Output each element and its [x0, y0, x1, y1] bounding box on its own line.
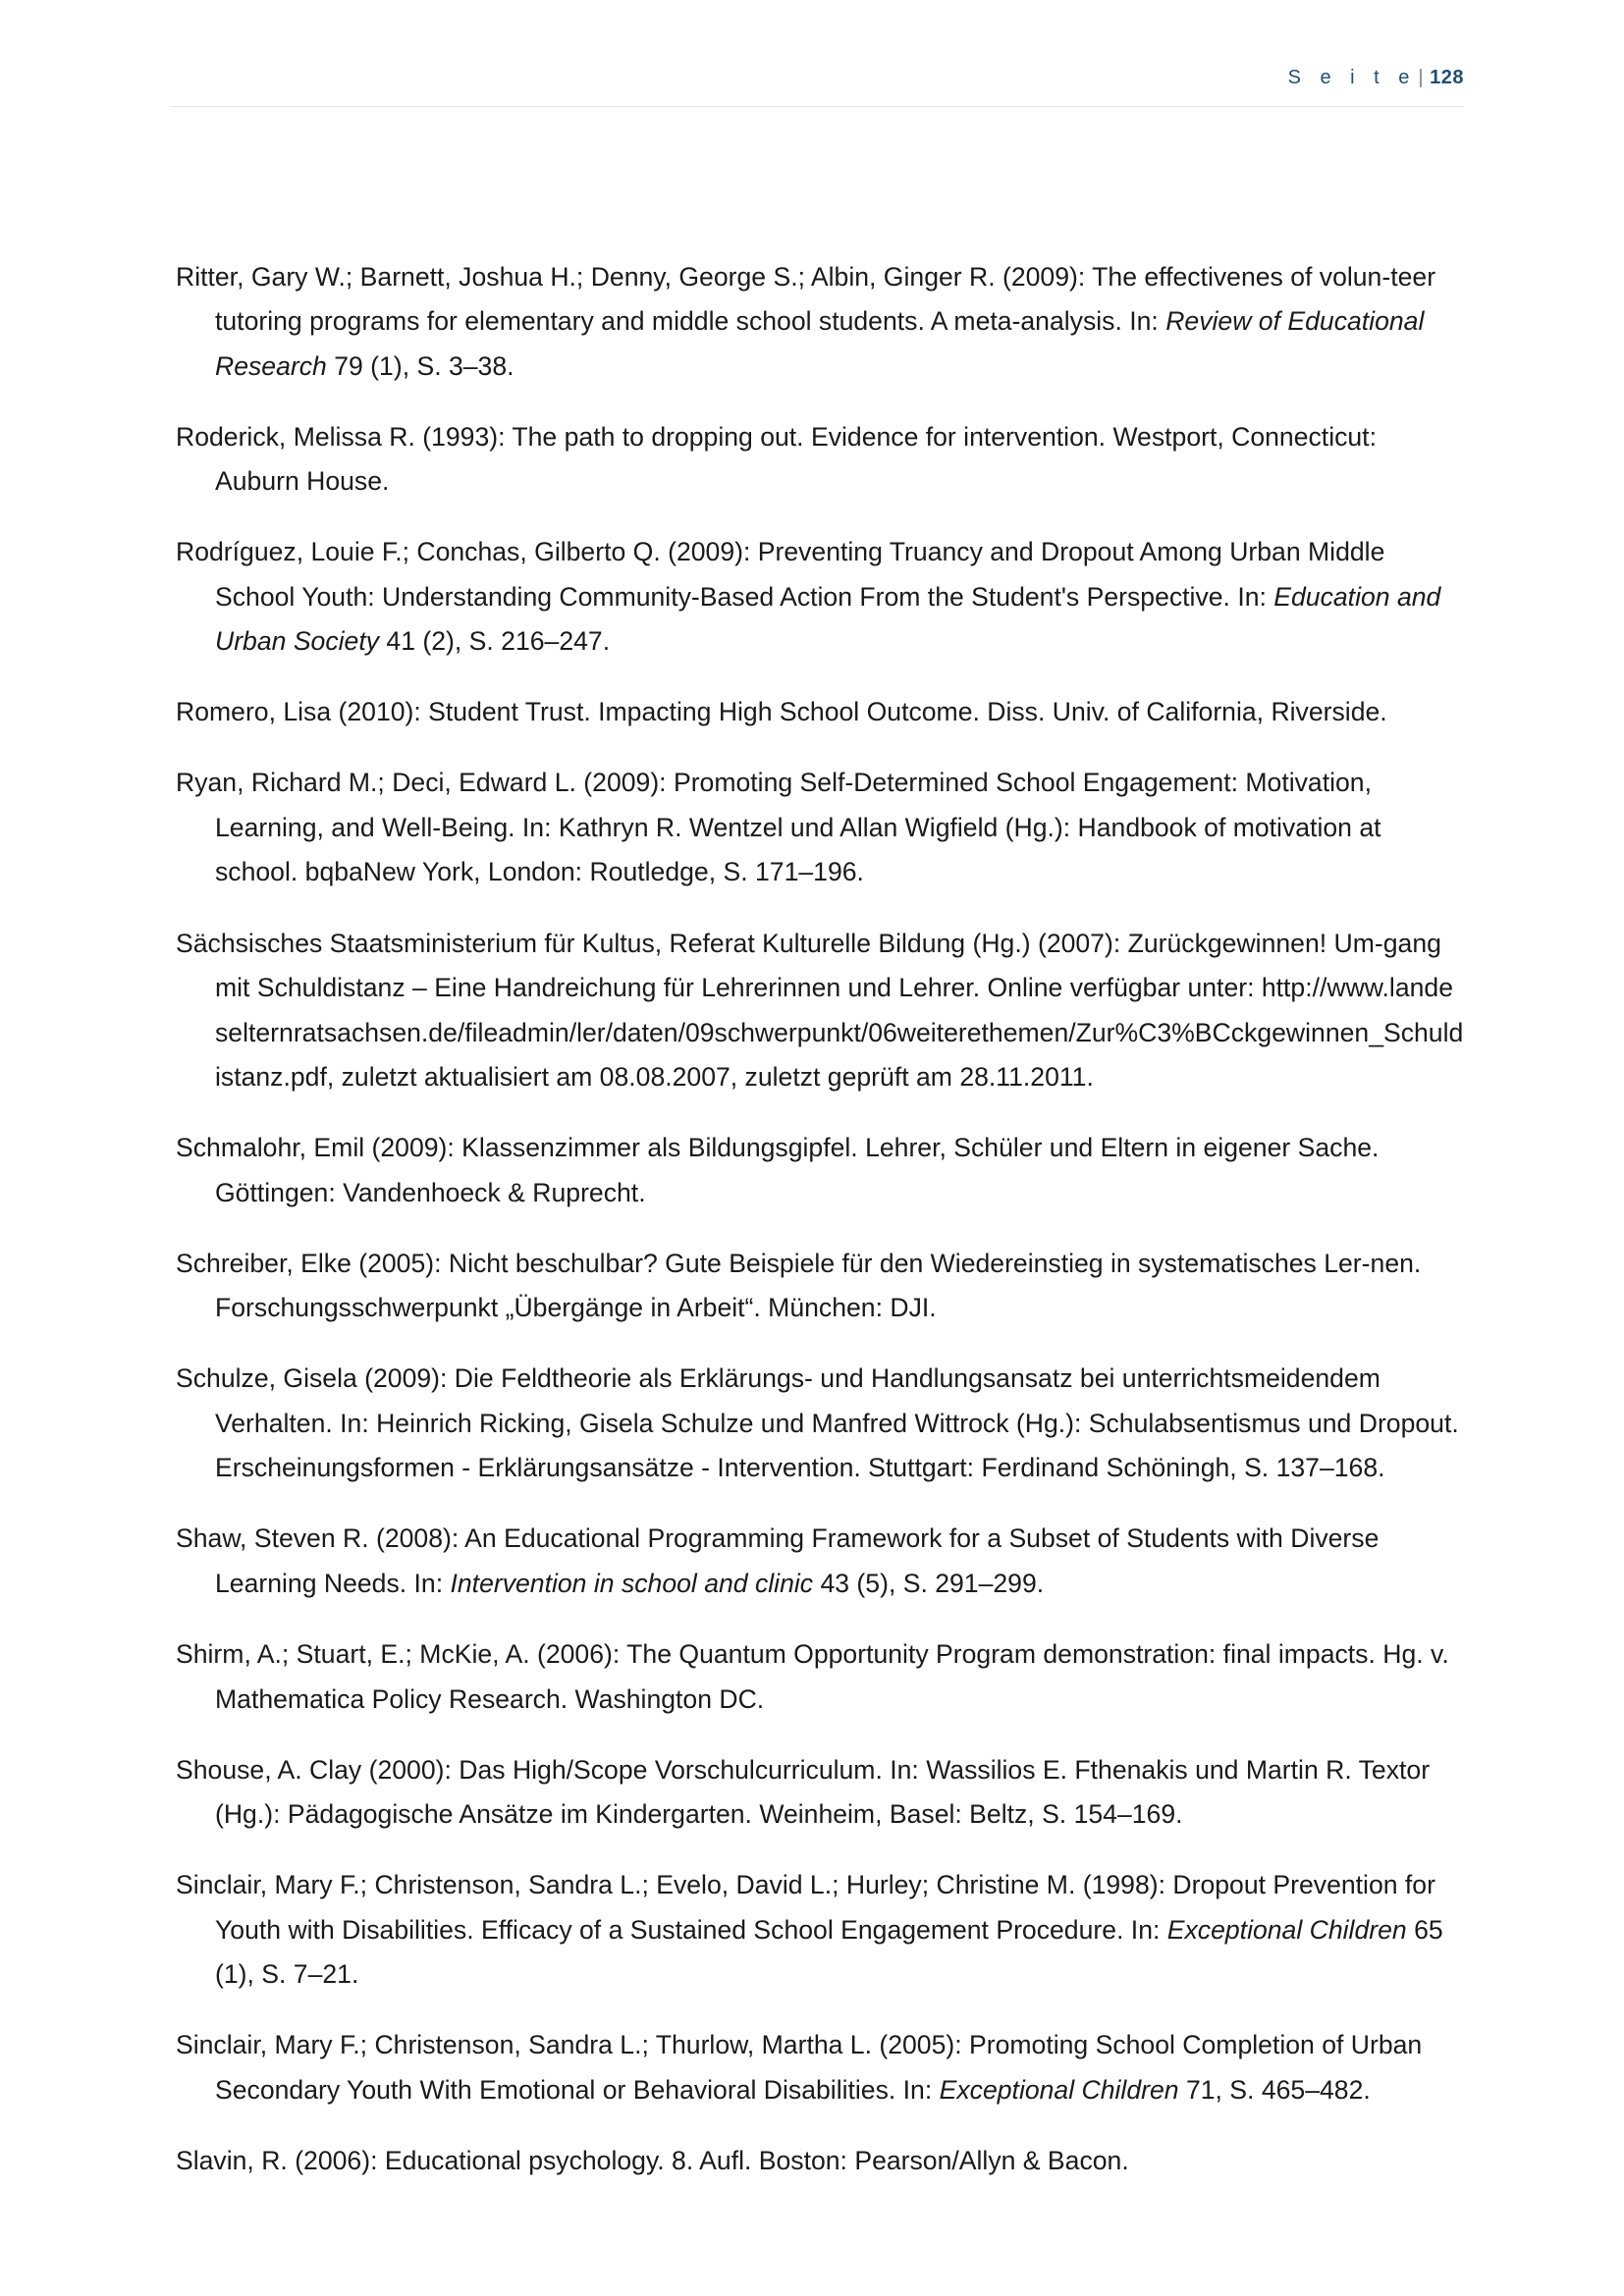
- reference-entry: Roderick, Melissa R. (1993): The path to dropping out. Evidence for intervention. Westport, Connecticut: Auburn House.: [176, 421, 1377, 497]
- page-separator: |: [1418, 67, 1425, 88]
- reference-entry: Schreiber, Elke (2005): Nicht beschulbar? Gute Beispiele für den Wiedereinstieg in systematisches Ler-nen. Forschungsschwerpunkt „Übergänge in Arbeit“. München: DJI.: [176, 1248, 1422, 1323]
- reference-entry: Shirm, A.; Stuart, E.; McKie, A. (2006): The Quantum Opportunity Program demonstration: final impacts. Hg. v. Mathematica Policy Research. Washington DC.: [176, 1639, 1449, 1714]
- reference-entry: Sinclair, Mary F.; Christenson, Sandra L.; Evelo, David L.; Hurley; Christine M. (1998): Dropout Prevention for Youth with Disabilities. Efficacy of a Sustained School Engagement Procedure. In: Exceptional Children 65 (1), S. 7–21.: [176, 1870, 1443, 1990]
- reference-entry: Schmalohr, Emil (2009): Klassenzimmer als Bildungsgipfel. Lehrer, Schüler und Eltern in eigener Sache. Göttingen: Vandenhoeck & Ruprecht.: [176, 1133, 1380, 1207]
- page-number: 128: [1430, 67, 1464, 88]
- reference-entry: Ritter, Gary W.; Barnett, Joshua H.; Denny, George S.; Albin, Ginger R. (2009): The effectivenes of volun-teer tutoring programs for elementary and middle school students. A meta-analysis. In: Review of Educational Research 79 (1), S. 3–38.: [176, 261, 1436, 381]
- reference-entry: Schulze, Gisela (2009): Die Feldtheorie als Erklärungs- und Handlungsansatz bei unterrichtsmeidendem Verhalten. In: Heinrich Ricking, Gisela Schulze und Manfred Wittrock (Hg.): Schulabsentismus und Dropout. Erscheinungsformen - Erklärungsansätze - Intervention. Stuttgart: Ferdinand Schöningh, S. 137–168.: [176, 1363, 1459, 1483]
- page-label: [1288, 67, 1464, 89]
- reference-entry: Shouse, A. Clay (2000): Das High/Scope Vorschulcurriculum. In: Wassilios E. Fthenakis und Martin R. Textor (Hg.): Pädagogische Ansätze im Kindergarten. Weinheim, Basel: Beltz, S. 154–169.: [176, 1754, 1431, 1830]
- reference-entry: Ryan, Richard M.; Deci, Edward L. (2009): Promoting Self-Determined School Engagement: Motivation, Learning, and Well-Being. In: Kathryn R. Wentzel und Allan Wigfield (Hg.): Handbook of motivation at school. bqbaNew York, London: Routledge, S. 171–196.: [176, 768, 1381, 887]
- seite-label: S e i t e: [1287, 67, 1417, 88]
- reference-list: [176, 229, 1466, 2191]
- reference-entry: Sächsisches Staatsministerium für Kultus, Referat Kulturelle Bildung (Hg.) (2007): Zurückgewinnen! Um-gang mit Schuldistanz – Eine Handreichung für Lehrerinnen und Lehrer. Online verfügbar unter: http://www.landeselternratsachsen.de/fileadmin/ler/daten/09schwerpunkt/06weiterethemen/Zur%C3%BCckgewinnen_Schuldistanz.pdf, zuletzt aktualisiert am 08.08.2007, zuletzt geprüft am 28.11.2011.: [176, 928, 1464, 1093]
- reference-entry: Slavin, R. (2006): Educational psychology. 8. Aufl. Boston: Pearson/Allyn & Bacon.: [176, 2145, 1129, 2175]
- page-header: [170, 57, 1464, 107]
- reference-entry: Shaw, Steven R. (2008): An Educational Programming Framework for a Subset of Students with Diverse Learning Needs. In: Intervention in school and clinic 43 (5), S. 291–299.: [176, 1523, 1380, 1598]
- reference-entry: Sinclair, Mary F.; Christenson, Sandra L.; Thurlow, Martha L. (2005): Promoting School Completion of Urban Secondary Youth With Emotional or Behavioral Disabilities. In: Exceptional Children 71, S. 465–482.: [176, 2030, 1423, 2105]
- reference-entry: Rodríguez, Louie F.; Conchas, Gilberto Q. (2009): Preventing Truancy and Dropout Among Urban Middle School Youth: Understanding Community-Based Action From the Student's Perspective. In: Education and Urban Society 41 (2), S. 216–247.: [176, 537, 1441, 657]
- reference-entry: Romero, Lisa (2010): Student Trust. Impacting High School Outcome. Diss. Univ. of California, Riverside.: [176, 697, 1387, 727]
